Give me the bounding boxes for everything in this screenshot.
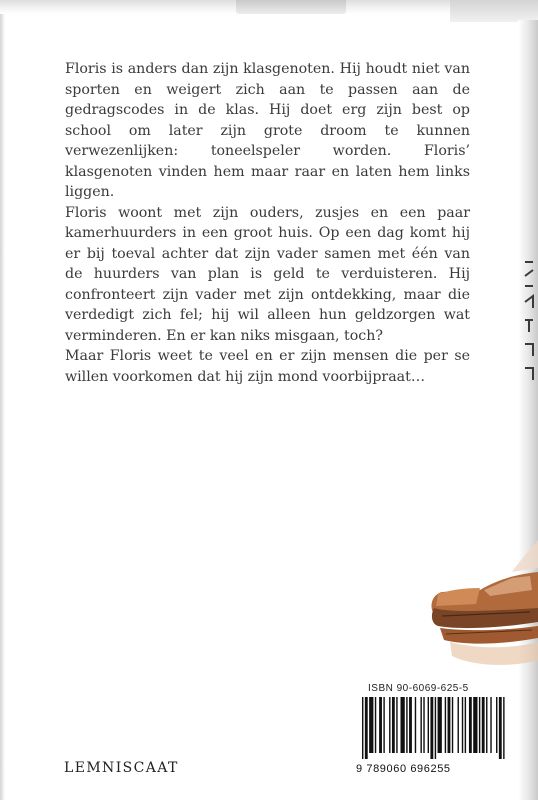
barcode-bar xyxy=(415,697,416,753)
barcode-bar xyxy=(438,697,442,753)
barcode-bar xyxy=(375,697,376,753)
barcode-bar xyxy=(379,697,382,753)
barcode-bar xyxy=(445,697,446,753)
isbn-label: ISBN 90-6069-625-5 xyxy=(368,683,469,694)
barcode-bar xyxy=(448,697,451,753)
barcode-bar xyxy=(392,697,395,753)
barcode-bar xyxy=(486,697,487,753)
barcode-bar xyxy=(423,697,424,753)
barcode-bar xyxy=(473,697,477,753)
barcode-bar xyxy=(389,697,390,753)
spine-fragment-icon xyxy=(522,256,536,386)
barcode-bar xyxy=(435,697,436,759)
barcode-bar xyxy=(383,697,384,753)
barcode-bar xyxy=(362,697,363,759)
top-edge-tab xyxy=(236,0,346,14)
barcode-digits: 9 789060 696255 xyxy=(356,763,451,775)
barcode-bar xyxy=(496,697,497,753)
barcode-bar xyxy=(400,697,404,753)
top-edge-corner xyxy=(450,0,538,22)
barcode-bar xyxy=(420,697,421,753)
barcode-bar xyxy=(452,697,453,753)
barcode-bar xyxy=(365,697,368,759)
barcode-bar xyxy=(490,697,491,753)
barcode-bar xyxy=(465,697,466,753)
barcode-bar xyxy=(479,697,480,753)
left-hinge-shadow xyxy=(0,14,5,800)
barcode-bar xyxy=(462,697,463,753)
blurb-text xyxy=(65,59,470,387)
barcode-bar xyxy=(428,697,429,753)
spine-edge xyxy=(518,20,538,800)
barcode-bar xyxy=(458,697,459,753)
barcode-bar xyxy=(469,697,472,753)
barcode-bar xyxy=(396,697,397,753)
barcode-bar xyxy=(409,697,412,753)
barcode-bar xyxy=(482,697,485,753)
barcode-bar xyxy=(499,697,502,759)
barcode-icon xyxy=(362,697,506,759)
barcode-bar xyxy=(406,697,407,753)
barcode-bar xyxy=(369,697,373,753)
barcode-bar xyxy=(503,697,504,759)
barcode-bar xyxy=(430,697,433,759)
blurb-paragraph-2: Floris woont met zijn ouders, zusjes en een paar kamerhuurders in een groot huis. Op een dag komt hij er bij toeval achter dat zijn vader samen met één van de huurders van plan is geld te verduisteren. Hij confronteert zijn vader met zijn ontdekking, maar die verdedigt zich fel; hij wil alleen hun geldzorgen wat verminderen. En er kan niks misgaan, toch? xyxy=(65,204,470,344)
publisher-name: LEMNISCAAT xyxy=(64,760,179,776)
blurb-paragraph-3: Maar Floris weet te veel en er zijn mensen die per se willen voorkomen dat hij zijn mond voorbijpraat… xyxy=(65,348,470,385)
blurb-paragraph-1: Floris is anders dan zijn klasgenoten. Hij houdt niet van sporten en weigert zich aan te passen aan de gedragscodes in de klas. Hij doet erg zijn best op school om later zijn grote droom te kunnen verwezenlijken: toneelspeler worden. Floris’ klasgenoten vinden hem maar raar en laten hem links liggen. xyxy=(65,61,470,200)
car-illustration-icon xyxy=(420,520,538,680)
